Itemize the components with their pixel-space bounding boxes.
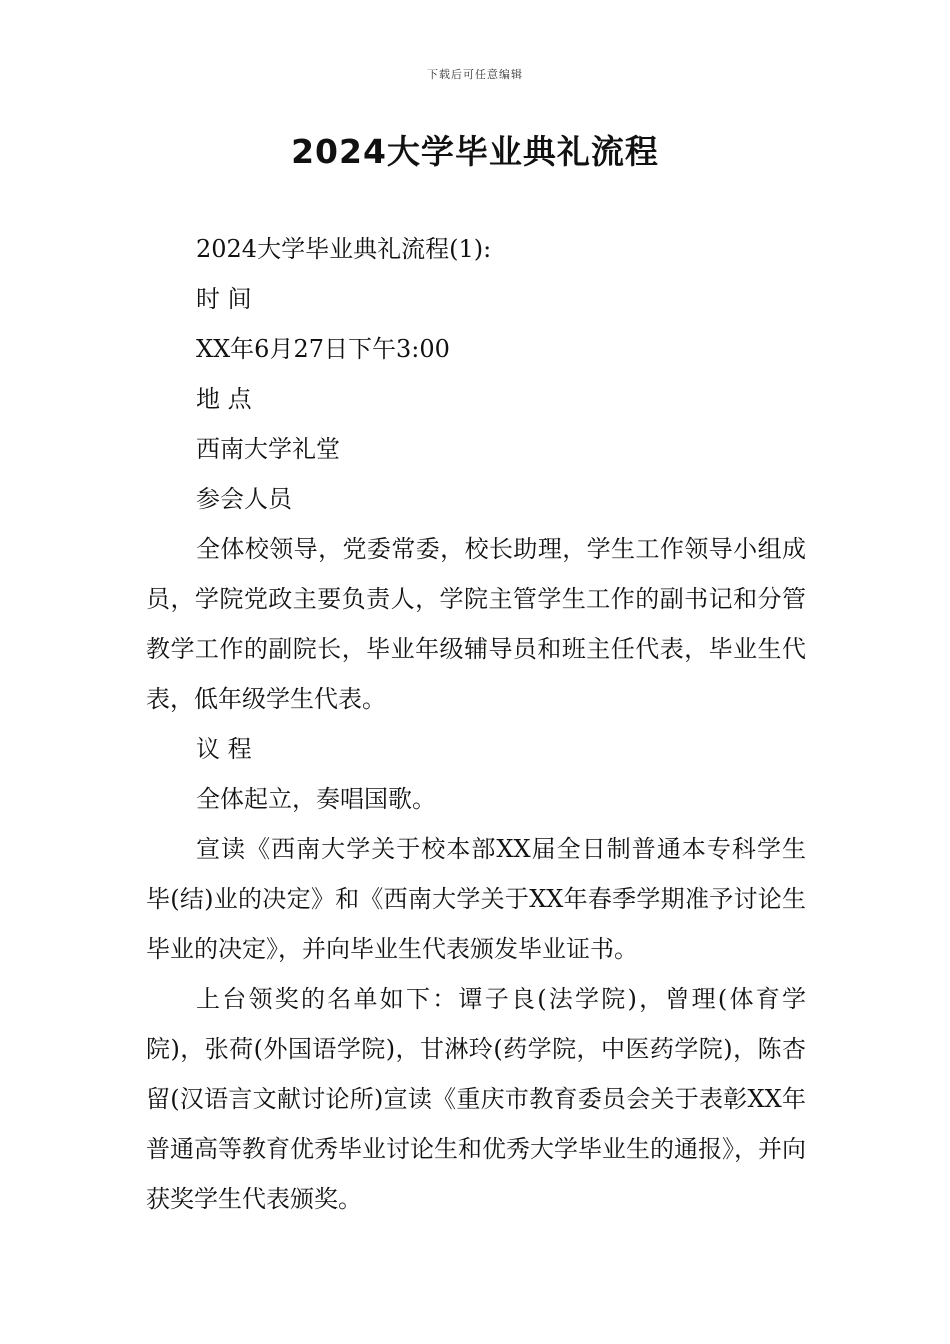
document-title: 2024大学毕业典礼流程 [291,132,659,171]
subtitle-paragraph: 2024大学毕业典礼流程(1): [196,235,492,263]
agenda-item-decision: 宣读《西南大学关于校本部XX届全日制普通本专科学生毕(结)业的决定》和《西南大学关于XX年春季学期准予讨论生毕业的决定》，并向毕业生代表颁发毕业证书。 [146,835,806,963]
document-body [146,224,806,1224]
location-heading: 地 点 [196,385,252,413]
location-value: 西南大学礼堂 [196,435,340,463]
agenda-item-anthem: 全体起立，奏唱国歌。 [196,785,436,813]
attendees-heading: 参会人员 [196,485,292,513]
time-value: XX年6月27日下午3:00 [196,335,450,363]
time-heading: 时 间 [196,285,252,313]
agenda-item-awards: 上台领奖的名单如下：谭子良(法学院)，曾理(体育学院)，张荷(外国语学院)，甘淋玲(药学院，中医药学院)，陈杏留(汉语言文献讨论所)宣读《重庆市教育委员会关于表彰XX年普通高等教育优秀毕业讨论生和优秀大学毕业生的通报》，并向获奖学生代表颁奖。 [146,985,806,1213]
header-note: 下载后可任意编辑 [427,68,523,81]
attendees-paragraph: 全体校领导，党委常委，校长助理，学生工作领导小组成员，学院党政主要负责人，学院主管学生工作的副书记和分管教学工作的副院长，毕业年级辅导员和班主任代表，毕业生代表，低年级学生代表。 [146,535,806,713]
agenda-heading: 议 程 [196,735,252,763]
